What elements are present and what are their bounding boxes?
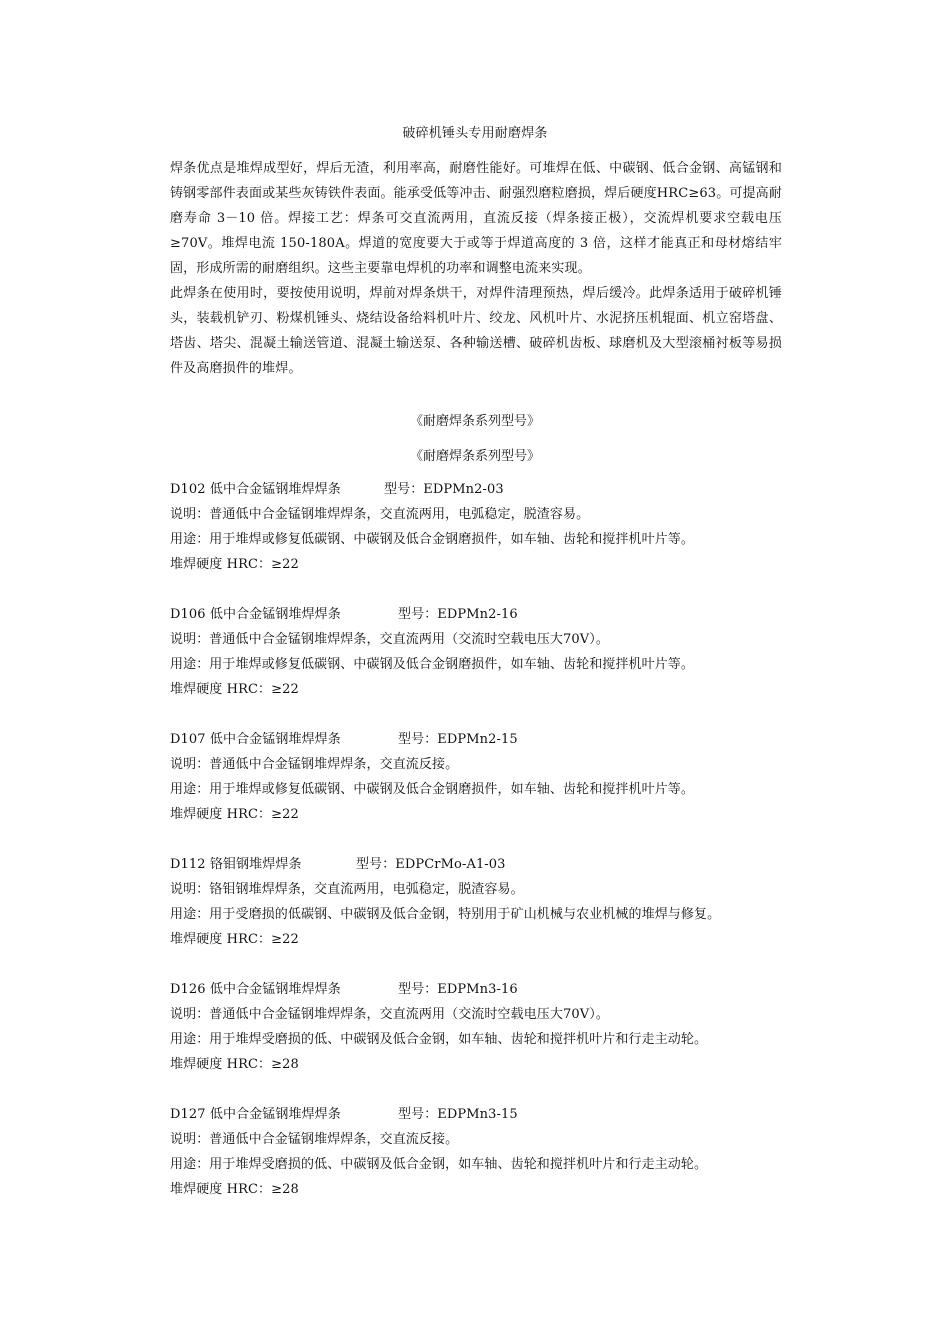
product-usage: 用途：用于堆焊或修复低碳钢、中碳钢及低合金钢磨损件，如车轴、齿轮和搅拌机叶片等。 <box>170 657 695 672</box>
product-header <box>170 477 782 502</box>
product-usage: 用途：用于堆焊或修复低碳钢、中碳钢及低合金钢磨损件，如车轴、齿轮和搅拌机叶片等。 <box>170 782 695 797</box>
series-heading: 《耐磨焊条系列型号》 <box>409 449 540 464</box>
product-list <box>170 477 782 1227</box>
product-model: 型号：EDPMn2-15 <box>398 732 518 747</box>
product-header <box>170 727 782 752</box>
product-model: 型号：EDPCrMo-A1-03 <box>356 857 506 872</box>
product-header <box>170 602 782 627</box>
intro-section <box>170 156 782 381</box>
product-usage: 用途：用于堆焊受磨损的低、中碳钢及低合金钢，如车轴、齿轮和搅拌机叶片和行走主动轮。 <box>170 1032 708 1047</box>
product-name: D107 低中合金锰钢堆焊焊条 <box>170 732 341 747</box>
product-header <box>170 977 782 1002</box>
product-hardness: 堆焊硬度 HRC：≥28 <box>170 1057 299 1072</box>
product-name: D127 低中合金锰钢堆焊焊条 <box>170 1107 341 1122</box>
product-entry <box>170 727 782 827</box>
product-usage: 用途：用于堆焊或修复低碳钢、中碳钢及低合金钢磨损件，如车轴、齿轮和搅拌机叶片等。 <box>170 532 695 547</box>
product-name: D102 低中合金锰钢堆焊焊条 <box>170 482 341 497</box>
product-model: 型号：EDPMn2-16 <box>398 607 518 622</box>
intro-paragraph: 焊条优点是堆焊成型好，焊后无渣，利用率高，耐磨性能好。可堆焊在低、中碳钢、低合金钢、高锰钢和铸钢零部件表面或某些灰铸铁件表面。能承受低等冲击、耐强烈磨粒磨损，焊后硬度HRC≥63。可提高耐磨寿命 3－10 倍。焊接工艺：焊条可交直流两用，直流反接（焊条接正极），交流焊机要求空载电压≥70V。堆焊电流 150-180A。焊道的宽度要大于或等于焊道高度的 3 倍，这样才能真正和母材熔结牢固，形成所需的耐磨组织。这些主要靠电焊机的功率和调整电流来实现。 <box>170 161 782 276</box>
product-model: 型号：EDPMn2-03 <box>384 482 504 497</box>
product-name: D126 低中合金锰钢堆焊焊条 <box>170 982 341 997</box>
product-entry <box>170 602 782 702</box>
product-name: D112 铬钼钢堆焊焊条 <box>170 857 302 872</box>
product-description: 说明：普通低中合金锰钢堆焊焊条，交直流两用，电弧稳定，脱渣容易。 <box>170 507 590 522</box>
series-heading: 《耐磨焊条系列型号》 <box>409 414 540 429</box>
document-title: 破碎机锤头专用耐磨焊条 <box>402 126 548 141</box>
intro-paragraph: 此焊条在使用时，要按使用说明，焊前对焊条烘干，对焊件清理预热，焊后缓冷。此焊条适用于破碎机锤头，装载机铲刃、粉煤机锤头、烧结设备给料机叶片、绞龙、风机叶片、水泥挤压机辊面、机立窑塔盘、塔齿、塔尖、混凝土输送管道、混凝土输送泵、各种输送槽、破碎机齿板、球磨机及大型滚桶衬板等易损件及高磨损件的堆焊。 <box>170 286 782 376</box>
product-model: 型号：EDPMn3-15 <box>398 1107 518 1122</box>
product-description: 说明：普通低中合金锰钢堆焊焊条，交直流两用（交流时空载电压大70V）。 <box>170 632 609 647</box>
product-usage: 用途：用于受磨损的低碳钢、中碳钢及低合金钢，特别用于矿山机械与农业机械的堆焊与修复。 <box>170 907 721 922</box>
product-entry <box>170 977 782 1077</box>
product-description: 说明：普通低中合金锰钢堆焊焊条，交直流两用（交流时空载电压大70V）。 <box>170 1007 609 1022</box>
product-hardness: 堆焊硬度 HRC：≥28 <box>170 1182 299 1197</box>
product-description: 说明：铬钼钢堆焊焊条，交直流两用，电弧稳定，脱渣容易。 <box>170 882 524 897</box>
product-entry <box>170 1102 782 1202</box>
product-hardness: 堆焊硬度 HRC：≥22 <box>170 682 299 697</box>
product-header <box>170 852 782 877</box>
product-hardness: 堆焊硬度 HRC：≥22 <box>170 557 299 572</box>
product-description: 说明：普通低中合金锰钢堆焊焊条，交直流反接。 <box>170 757 459 772</box>
product-usage: 用途：用于堆焊受磨损的低、中碳钢及低合金钢，如车轴、齿轮和搅拌机叶片和行走主动轮。 <box>170 1157 708 1172</box>
product-description: 说明：普通低中合金锰钢堆焊焊条，交直流反接。 <box>170 1132 459 1147</box>
product-entry <box>170 477 782 577</box>
product-hardness: 堆焊硬度 HRC：≥22 <box>170 807 299 822</box>
product-header <box>170 1102 782 1127</box>
product-hardness: 堆焊硬度 HRC：≥22 <box>170 932 299 947</box>
product-model: 型号：EDPMn3-16 <box>398 982 518 997</box>
product-entry <box>170 852 782 952</box>
product-name: D106 低中合金锰钢堆焊焊条 <box>170 607 341 622</box>
